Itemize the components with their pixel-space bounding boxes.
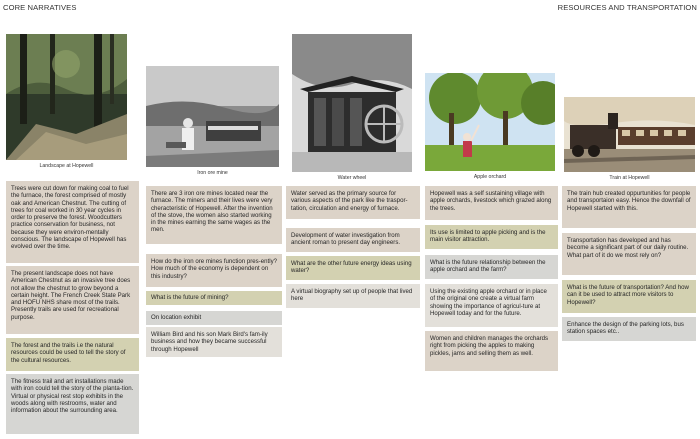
mine-card-3: What is the future of mining? <box>146 291 282 305</box>
waterwheel-photo <box>292 34 412 172</box>
core-narratives-heading: CORE NARRATIVES <box>3 3 77 12</box>
landscape-card-1: Trees were cut down for making coal to fuel the furnace, the forest comprised of mostly oak and American Chestnut. The cutting of trees for coal worked in 30 year cycles in order to preserve the forest. Woodcutters practice conservation for business, not because they were environ-mentally conscious. The landscape of Hopewell has evolved over the time. <box>6 181 139 263</box>
train-card-3: What is the future of transportation? And how can it be used to attract more visitors to Hopewell? <box>562 280 696 313</box>
train-card-1: The train hub created oppurtunities for people and transportaion easy. Hence the downfall of Hopewell started with this. <box>562 186 696 228</box>
resources-transportation-heading: RESOURCES AND TRANSPORTATION <box>557 3 697 12</box>
landscape-card-3: The forest and the trails i.e the natural resources could be used to tell the story of the cultural resources. <box>6 338 139 371</box>
train-caption: Train at Hopewell <box>609 175 650 181</box>
mine-card-2: How do the iron ore mines function pres-ently? How much of the economy is dependent on this industry? <box>146 254 282 287</box>
orchard-caption: Apple orchard <box>473 174 507 180</box>
orchard-card-3: What is the future relationship between the apple orchard and the farm? <box>425 255 558 279</box>
mine-card-4: On location exhibit <box>146 311 282 325</box>
mine-card-1: There are 3 iron ore mines located near the furnace. The miners and their lives were very cheracteristic of Hopewell. After the invention of the stove, the women also started working in the mines earning the same wages as the men. <box>146 186 282 244</box>
landscape-card-4: The fitness trail and art installations made with iron could tell the story of the planta-tion. Virtual or physical rest stop exhibits in the woods along with restrooms, water and information about the surrounding area. <box>6 374 139 434</box>
forest-photo <box>6 34 127 160</box>
orchard-photo <box>425 73 555 171</box>
waterwheel-card-1: Water served as the primary source for various aspects of the park like the traspor-tation, circulation and energy of furnace. <box>286 186 420 219</box>
waterwheel-card-2: Development of water investigation from ancient roman to present day engineers. <box>286 228 420 252</box>
waterwheel-caption: Water wheel <box>337 175 367 181</box>
waterwheel-card-4: A virtual biography set up of people that lived here <box>286 284 420 308</box>
orchard-card-2: Its use is limited to apple picking and is the main visitor attraction. <box>425 225 558 249</box>
waterwheel-card-3: What are the other future energy ideas using water? <box>286 256 420 280</box>
landscape-caption: Landscape at Hopewell <box>39 163 94 169</box>
train-photo <box>564 97 695 172</box>
train-card-2: Transportation has developed and has become a significant part of our daily routine. What part of it do we most rely on? <box>562 233 696 275</box>
mine-caption: Iron ore mine <box>197 170 228 176</box>
orchard-card-1: Hopewell was a self sustaining village with apple orchards, livestock which grazed along the trees. <box>425 186 558 220</box>
orchard-card-5: Women and children manages the orchards right from picking the apples to making pickles, jams and selling them as well. <box>425 331 558 371</box>
orchard-card-4: Using the existing apple orchard or in place of the original one create a virtual farm showing the importance of agricul-ture at Hopewell today and for the future. <box>425 284 558 327</box>
landscape-card-2: The present landscape does not have American Chestnut as an invasive tree does not allow the chestnut to grow beyond a certain height. The French Creek State Park and HOFU NHS share most of the trails. Presently trails are used for recreational purpose. <box>6 266 139 334</box>
train-card-4: Enhance the design of the parking lots, bus station spaces etc.. <box>562 317 696 341</box>
mine-card-5: William Bird and his son Mark Bird's fam-ily business and how they became successful through Hopewell <box>146 327 282 357</box>
mine-photo <box>146 66 279 167</box>
